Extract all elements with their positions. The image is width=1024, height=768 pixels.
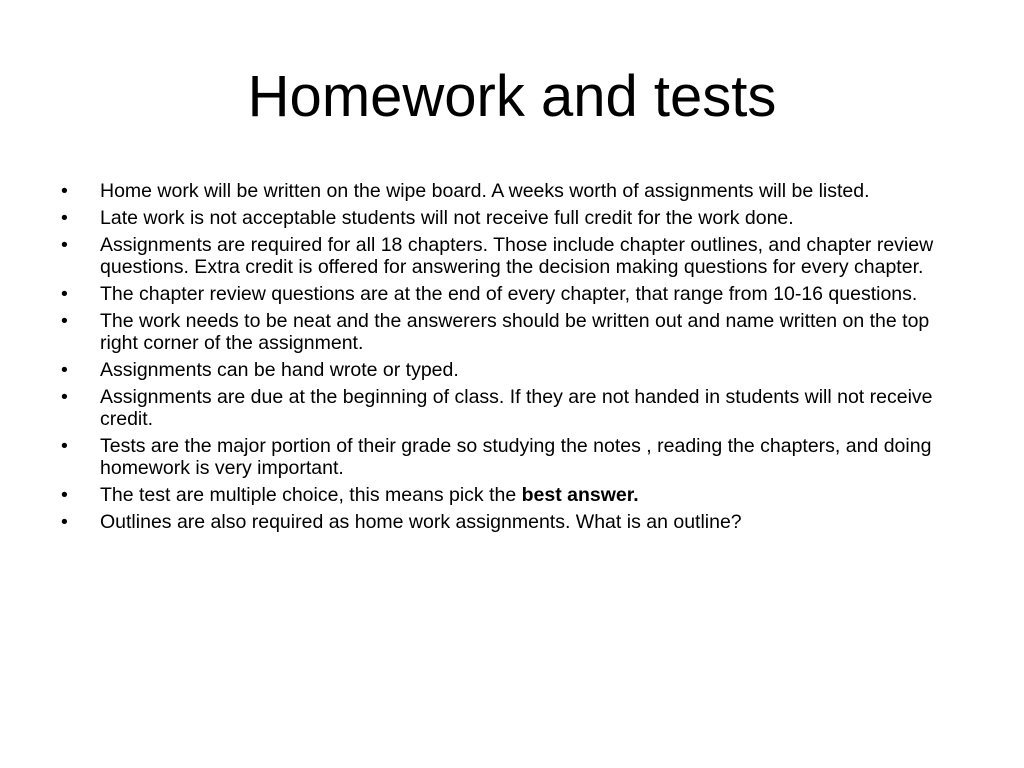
bullet-icon: • [61, 484, 68, 506]
list-item [58, 386, 970, 430]
bullet-icon: • [61, 234, 68, 256]
bullet-text: Assignments are due at the beginning of class. If they are not handed in students will not receive credit. [100, 386, 933, 430]
bullet-text: Assignments are required for all 18 chapters. Those include chapter outlines, and chapter review questions. Extra credit is offered for answering the decision making questions for every chapter. [100, 234, 934, 278]
list-item [58, 180, 970, 202]
bullet-icon: • [61, 386, 68, 408]
bullet-text: Tests are the major portion of their grade so studying the notes , reading the chapters, and doing homework is very important. [100, 435, 932, 479]
bullet-text: Late work is not acceptable students will not receive full credit for the work done. [100, 207, 794, 229]
list-item [58, 283, 970, 305]
list-item [58, 435, 970, 479]
bullet-list [58, 180, 970, 538]
bullet-icon: • [61, 511, 68, 533]
list-item [58, 207, 970, 229]
bullet-text: The chapter review questions are at the end of every chapter, that range from 10-16 questions. [100, 283, 918, 305]
bullet-text: The test are multiple choice, this means pick the [100, 484, 522, 506]
slide-title: Homework and tests [247, 64, 777, 129]
bullet-icon: • [61, 435, 68, 457]
bullet-icon: • [61, 283, 68, 305]
bullet-icon: • [61, 310, 68, 332]
bullet-icon: • [61, 359, 68, 381]
list-item [58, 511, 970, 533]
bullet-text: Outlines are also required as home work assignments. What is an outline? [100, 511, 742, 533]
bullet-icon: • [61, 180, 68, 202]
bullet-icon: • [61, 207, 68, 229]
bullet-text: Home work will be written on the wipe board. A weeks worth of assignments will be listed. [100, 180, 870, 202]
list-item [58, 359, 970, 381]
bullet-text: Assignments can be hand wrote or typed. [100, 359, 459, 381]
list-item [58, 484, 970, 506]
bullet-text: The work needs to be neat and the answerers should be written out and name written on the top right corner of the assignment. [100, 310, 930, 354]
list-item [58, 310, 970, 354]
list-item [58, 234, 970, 278]
bullet-bold-text: best answer. [521, 484, 639, 506]
